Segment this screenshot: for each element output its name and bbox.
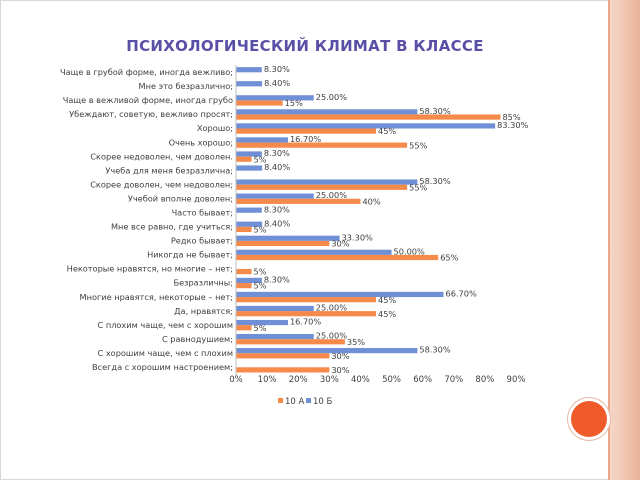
value-label-10b: 16.70%: [289, 316, 322, 327]
bar-10a: [236, 157, 252, 162]
category-label: Чаще в вежливой форме, иногда грубо: [62, 95, 233, 106]
value-label-10a: 30%: [331, 238, 350, 249]
value-label-10b: 66.70%: [445, 288, 477, 299]
value-label-10b: 8.40%: [264, 77, 291, 88]
bar-10a: [236, 100, 283, 105]
bar-10b: [236, 348, 417, 353]
value-label-10a: 65%: [440, 252, 459, 263]
x-tick-label: 0%: [229, 375, 243, 385]
category-label: Редко бывает;: [170, 235, 233, 246]
value-label-10b: 58.30%: [419, 105, 451, 116]
x-tick-label: 20%: [288, 375, 308, 385]
value-label-10b: 8.30%: [263, 204, 290, 215]
category-label: С плохим чаще, чем с хорошим: [97, 319, 233, 330]
x-tick-label: 10%: [257, 375, 277, 385]
x-tick-label: 40%: [350, 375, 370, 385]
value-label-10a: 15%: [284, 98, 303, 109]
value-label-10a: 45%: [378, 308, 397, 319]
category-label: Мне это безразлично;: [138, 81, 233, 92]
value-label-10b: 58.30%: [419, 344, 451, 355]
bar-10a: [236, 241, 329, 246]
value-label-10b: 8.30%: [263, 274, 290, 285]
category-label: Чаще в грубой форме, иногда вежливо;: [59, 67, 233, 78]
category-label: Да, нравятся;: [174, 305, 233, 316]
bar-10b: [236, 236, 340, 241]
category-label: Всегда с хорошим настроением;: [91, 361, 233, 372]
value-label-10b: 8.40%: [264, 218, 291, 229]
value-label-10b: 50.00%: [393, 246, 425, 257]
value-label-10a: 45%: [378, 126, 397, 137]
value-label-10a: 55%: [409, 182, 428, 193]
category-label: Некоторые нравятся, но многие – нет;: [66, 263, 233, 274]
bar-10a: [236, 143, 407, 148]
category-labels: [60, 67, 233, 372]
category-label: Никогда не бывает;: [147, 249, 233, 260]
value-label-10b: 83.30%: [497, 120, 529, 131]
bar-10b: [236, 179, 417, 184]
category-label: Очень хорошо;: [168, 137, 233, 148]
value-label-10a: 5%: [253, 280, 267, 291]
x-tick-label: 50%: [382, 375, 402, 385]
value-label-10a: 5%: [253, 322, 267, 333]
value-label-10a: 30%: [331, 350, 350, 361]
slide-title: ПСИХОЛОГИЧЕСКИЙ КЛИМАТ В КЛАССЕ: [126, 37, 484, 55]
category-label: Безразличны;: [173, 277, 233, 288]
bar-10b: [236, 306, 314, 311]
value-label-10a: 5%: [253, 154, 267, 165]
x-tick-label: 70%: [444, 375, 464, 385]
x-tick-label: 80%: [475, 375, 495, 385]
value-label-10b: 25.00%: [315, 302, 348, 313]
legend: [278, 397, 333, 407]
value-label-10b: 25.00%: [315, 190, 348, 201]
decorative-side-band: [610, 0, 640, 480]
bar-10b: [236, 292, 444, 297]
value-label-10a: 85%: [502, 112, 521, 123]
bar-10a: [236, 325, 252, 330]
bar-10b: [236, 109, 417, 114]
bar-10a: [236, 269, 252, 274]
value-label-10a: 35%: [346, 336, 366, 347]
bar-10b: [236, 137, 288, 142]
bar-10b: [236, 67, 262, 72]
value-label-10b: 8.40%: [264, 162, 291, 173]
bar-10b: [236, 123, 495, 128]
category-label: Многие нравятся, некоторые – нет;: [79, 291, 233, 302]
bar-10b: [236, 250, 392, 255]
legend-swatch: [278, 398, 283, 403]
category-label: Учеба для меня безразлична;: [105, 165, 233, 176]
category-label: С хорошим чаще, чем с плохим: [97, 347, 233, 358]
bar-10a: [236, 227, 252, 232]
value-label-10b: 8.30%: [263, 148, 290, 159]
bar-10a: [236, 114, 500, 119]
value-label-10a: 55%: [409, 140, 428, 151]
bar-10a: [236, 185, 407, 190]
value-label-10b: 25.00%: [315, 330, 348, 341]
category-label: Часто бывает;: [171, 207, 233, 218]
bar-10a: [236, 297, 376, 302]
value-label-10b: 25.00%: [315, 91, 348, 102]
bar-10a: [236, 367, 329, 372]
legend-label: 10 Б: [313, 397, 333, 407]
bar-10a: [236, 353, 329, 358]
category-label: Мне все равно, где учиться;: [110, 221, 233, 232]
bar-10b: [236, 194, 314, 199]
value-label-10a: 45%: [378, 294, 397, 305]
value-label-10a: 5%: [253, 224, 267, 235]
bar-10a: [236, 311, 376, 316]
category-label: Хорошо;: [196, 123, 233, 134]
x-tick-label: 30%: [319, 375, 339, 385]
bar-10b: [236, 165, 262, 170]
category-label: Скорее недоволен, чем доволен.: [90, 151, 233, 162]
value-label-10b: 16.70%: [289, 134, 322, 145]
legend-swatch: [306, 398, 311, 403]
bar-10b: [236, 81, 262, 86]
bar-10b: [236, 208, 262, 213]
bar-10b: [236, 334, 314, 339]
x-tick-label: 90%: [506, 375, 526, 385]
legend-label: 10 А: [285, 397, 305, 407]
bar-10a: [236, 129, 376, 134]
value-label-10a: 40%: [362, 196, 381, 207]
value-label-10a: 5%: [253, 266, 267, 277]
category-label: С равнодушием;: [161, 333, 233, 344]
x-tick-label: 60%: [413, 375, 433, 385]
category-label: Убеждают, советую, вежливо просят;: [69, 109, 233, 120]
category-label: Скорее доволен, чем недоволен;: [90, 179, 233, 190]
value-label-10b: 33.30%: [341, 232, 373, 243]
bar-10a: [236, 283, 252, 288]
value-label-10b: 58.30%: [419, 176, 451, 187]
value-label-10a: 30%: [331, 364, 350, 375]
category-label: Учебой вполне доволен;: [127, 193, 233, 204]
value-label-10b: 8.30%: [263, 63, 290, 74]
orange-circle-button[interactable]: [571, 401, 607, 437]
